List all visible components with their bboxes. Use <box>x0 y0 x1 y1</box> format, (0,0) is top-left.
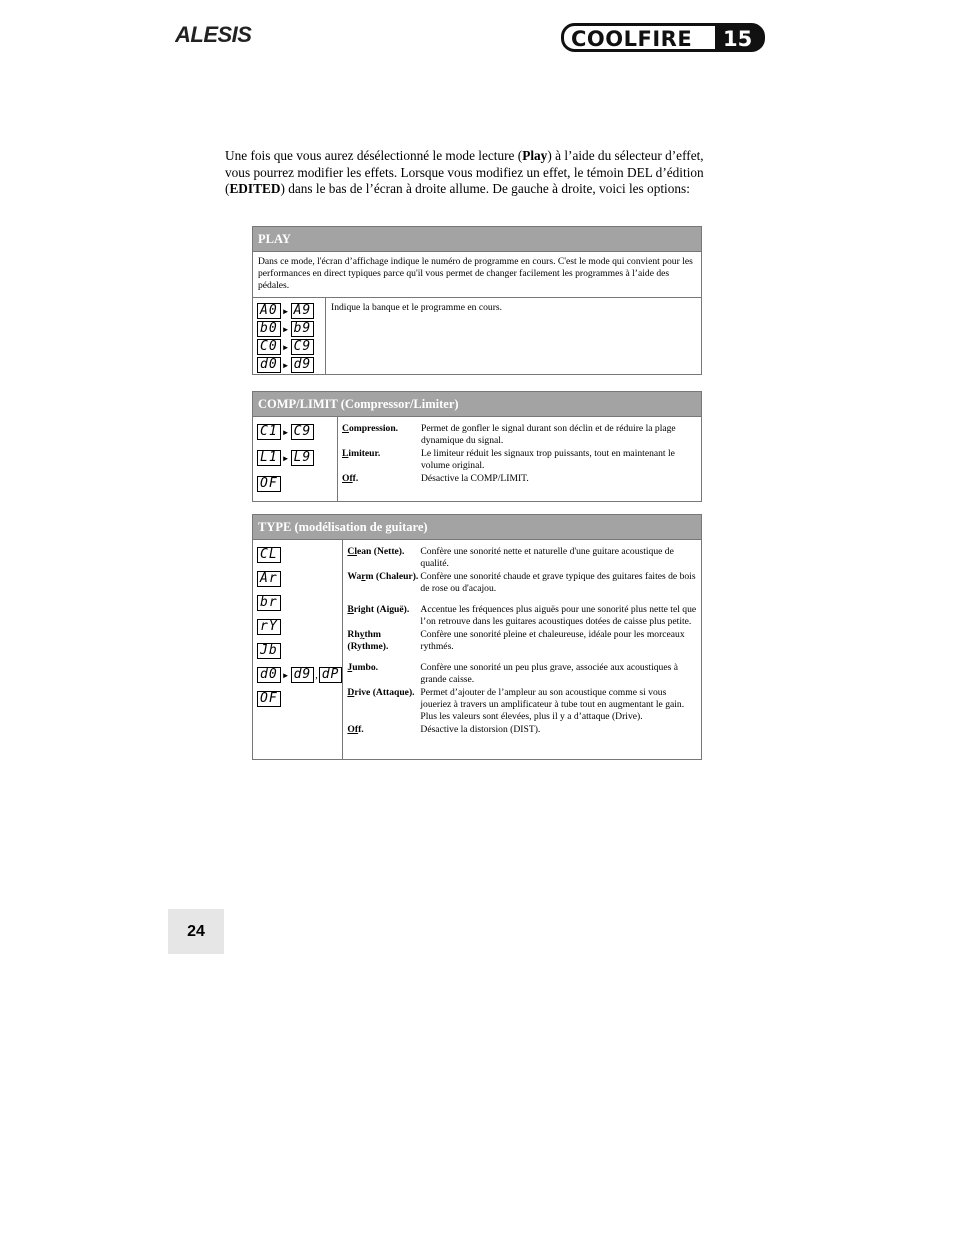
option-row: Off. Désactive la COMP/LIMIT. <box>342 473 529 484</box>
display-range: b0 ► b9 <box>257 320 325 338</box>
play-table <box>252 226 702 375</box>
option-row: Off. Désactive la distorsion (DIST). <box>347 724 541 735</box>
play-term: Play <box>522 148 548 163</box>
intro-paragraph: Une fois que vous aurez désélectionné le mode lecture (Play) à l’aide du sélecteur d’effet, vous pourrez modifier les effets. Lorsque vous modifiez un effet, le témoin DEL d’édition (EDITED) dans le bas de l’écran à droite allume. De gauche à droite, voici les options: <box>225 148 704 196</box>
comp-title: COMP/LIMIT (Compressor/Limiter) <box>253 392 702 417</box>
option-row: Compression. Permet de gonfler le signal durant son déclin et de réduire la plage dynamique du signal. <box>342 423 676 446</box>
display-range: C0 ► C9 <box>257 338 325 356</box>
model-number: 15 <box>723 27 753 51</box>
display-single: rY <box>257 618 342 636</box>
option-row: Jumbo. Confère une sonorité un peu plus grave, associée aux acoustiques à grande caisse. <box>347 662 679 685</box>
type-title: TYPE (modélisation de guitare) <box>253 515 702 540</box>
comp-display-list <box>253 417 338 502</box>
display-single: OF <box>257 690 342 708</box>
display-single: Ar <box>257 570 342 588</box>
display-single: br <box>257 594 342 612</box>
model-name: COOLFIRE <box>571 27 693 51</box>
coolfire-15-logo <box>561 23 765 52</box>
alesis-logo <box>175 22 285 46</box>
option-row: Rhythm (Rythme). Confère une sonorité pleine et chaleureuse, idéale pour les morceaux rythmés. <box>347 629 685 652</box>
display-range: A0 ► A9 <box>257 302 325 320</box>
page-number: 24 <box>168 909 224 954</box>
option-row: Drive (Attaque). Permet d’ajouter de l’ampleur au son acoustique comme si vous joueriez à travers un amplificateur à tube tout en augmentant le gain. Plus les valeurs sont élevées, plus il y a d’attaque (Drive). <box>347 687 685 722</box>
display-single: Jb <box>257 642 342 660</box>
type-options <box>343 540 702 760</box>
display-range: C1 ► C9 <box>257 423 337 441</box>
brand-text: ALESIS <box>175 22 252 46</box>
display-single: OF <box>257 475 337 493</box>
play-title: PLAY <box>253 227 702 252</box>
display-range: d0 ► d9 , dP <box>257 666 342 684</box>
comp-table <box>252 391 702 502</box>
type-table <box>252 514 702 760</box>
comp-options <box>338 417 702 502</box>
display-range: L1 ► L9 <box>257 449 337 467</box>
type-display-list <box>253 540 343 760</box>
option-row: Clean (Nette). Confère une sonorité nette et naturelle d'une guitare acoustique de qualité. <box>347 546 674 569</box>
play-description: Dans ce mode, l'écran d’affichage indique le numéro de programme en cours. C'est le mode qui convient pour les performances en direct typiques parce qu'il vous permet de changer facilement les programmes à l’aide des pédales. <box>253 252 702 298</box>
edited-term: EDITED <box>229 181 281 196</box>
display-single: CL <box>257 546 342 564</box>
play-detail: Indique la banque et le programme en cours. <box>326 298 702 375</box>
option-row: Bright (Aiguë). Accentue les fréquences plus aiguës pour une sonorité plus nette tel que l’on retrouve dans les guitares acoustiques dotées de caisse plus petite. <box>347 604 697 627</box>
display-range: d0 ► d9 <box>257 356 325 374</box>
option-row: Limiteur. Le limiteur réduit les signaux trop puissants, tout en maintenant le volume original. <box>342 448 675 471</box>
play-display-list <box>253 298 326 375</box>
option-row: Warm (Chaleur). Confère une sonorité chaude et grave typique des guitares faites de bois de rose ou d'acajou. <box>347 571 696 594</box>
